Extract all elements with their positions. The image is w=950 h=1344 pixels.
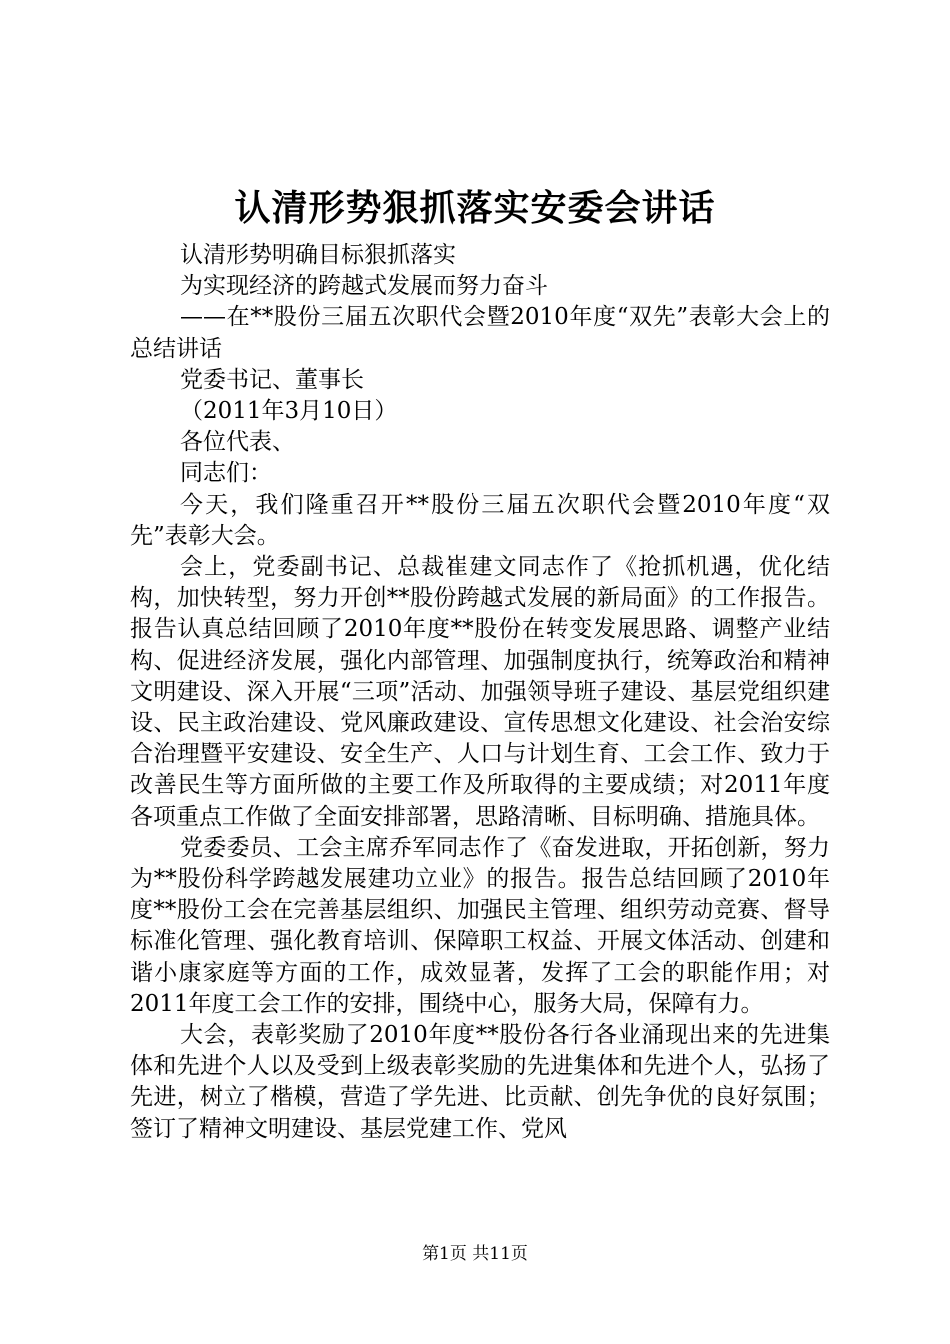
- document-body: [130, 240, 830, 1145]
- speaker-position: 党委书记、董事长: [180, 366, 364, 393]
- page-number-footer: 第1页 共11页: [422, 1244, 528, 1264]
- body-paragraph: 党委委员、工会主席乔军同志作了《奋发进取，开拓创新，努力为**股份科学跨越发展建功立业》的报告。报告总结回顾了2010年度**股份工会在完善基层组织、加强民主管理、组织劳动竞赛、督导标准化管理、强化教育培训、保障职工权益、开展文体活动、创建和谐小康家庭等方面的工作，成效显著，发挥了工会的职能作用；对2011年度工会工作的安排，围绕中心，服务大局，保障有力。: [130, 834, 830, 1017]
- salutation-1: 各位代表、: [180, 429, 295, 456]
- subtitle-line-2: 为实现经济的跨越式发展而努力奋斗: [180, 273, 548, 300]
- body-paragraph: 大会，表彰奖励了2010年度**股份各行各业涌现出来的先进集体和先进个人以及受到上级表彰奖励的先进集体和先进个人，弘扬了先进，树立了楷模，营造了学先进、比贡献、创先争优的良好氛围；签订了精神文明建设、基层党建工作、党风: [130, 1022, 830, 1142]
- subtitle-line-3: ——在**股份三届五次职代会暨2010年度“双先”表彰大会上的总结讲话: [130, 304, 830, 362]
- speech-date: （2011年3月10日）: [180, 398, 398, 425]
- salutation-2: 同志们：: [180, 460, 272, 487]
- body-paragraph: 会上，党委副书记、总裁崔建文同志作了《抢抓机遇，优化结构，加快转型，努力开创**股份跨越式发展的新局面》的工作报告。报告认真总结回顾了2010年度**股份在转变发展思路、调整产业结构、促进经济发展，强化内部管理、加强制度执行，统筹政治和精神文明建设、深入开展“三项”活动、加强领导班子建设、基层党组织建设、民主政治建设、党风廉政建设、宣传思想文化建设、社会治安综合治理暨平安建设、安全生产、人口与计划生育、工会工作、致力于改善民生等方面所做的主要工作及所取得的主要成绩；对2011年度各项重点工作做了全面安排部署，思路清晰、目标明确、措施具体。: [130, 554, 830, 830]
- subtitle-line-1: 认清形势明确目标狠抓落实: [180, 242, 456, 268]
- body-paragraph: 今天，我们隆重召开**股份三届五次职代会暨2010年度“双先”表彰大会。: [130, 491, 830, 549]
- document-title: 认清形势狠抓落实安委会讲话: [234, 187, 716, 229]
